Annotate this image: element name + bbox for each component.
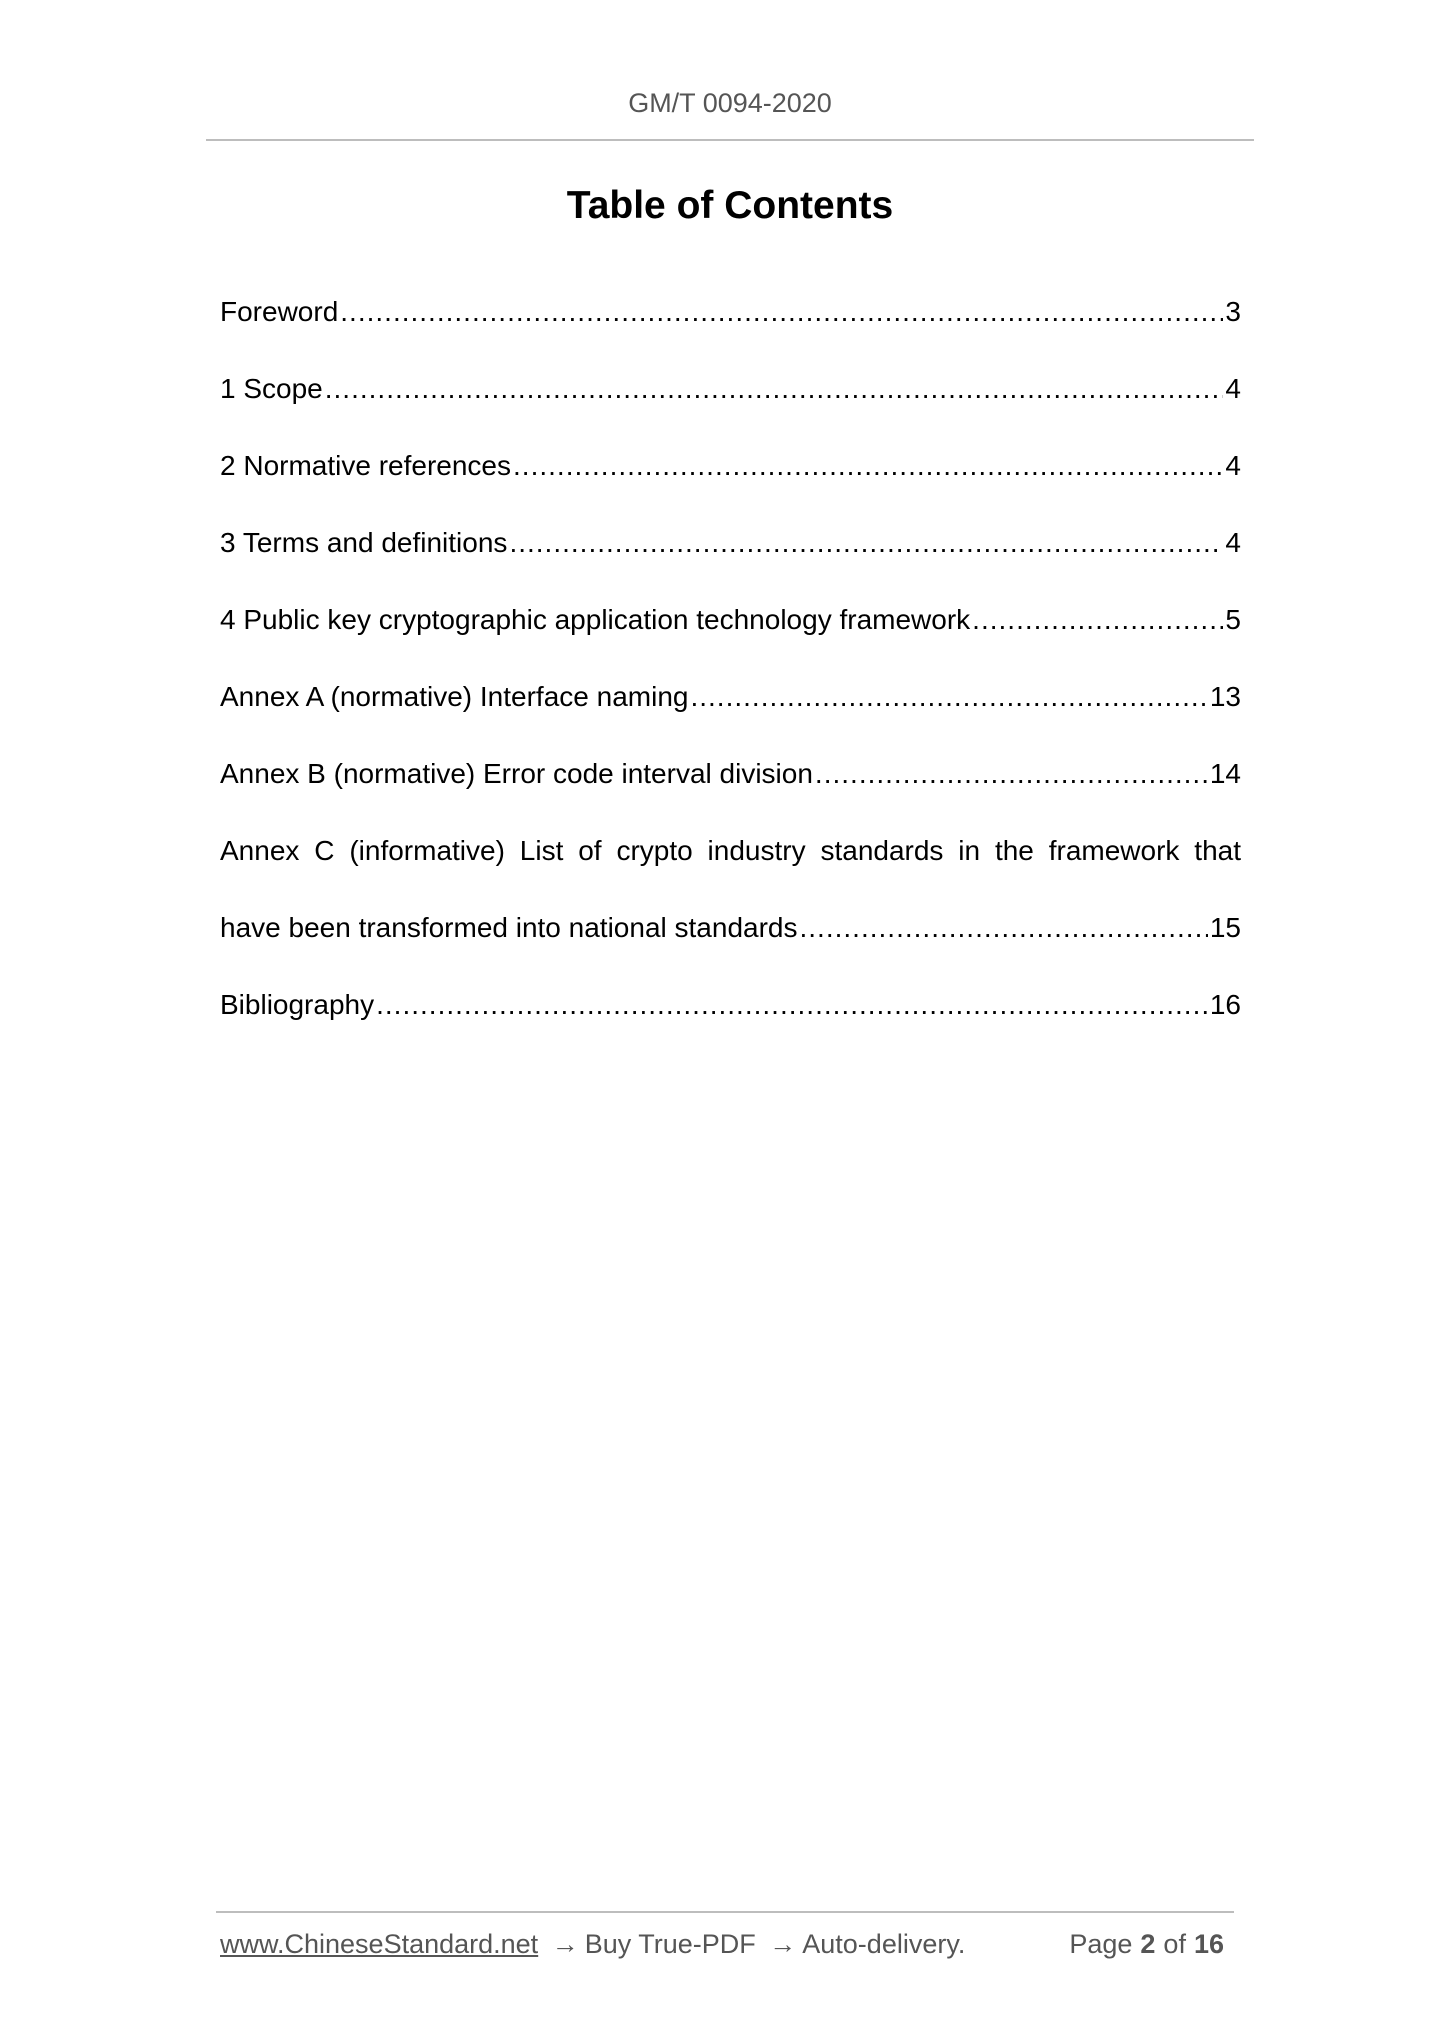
toc-entry-label: Foreword: [220, 296, 339, 327]
delivery-text: Auto-delivery.: [802, 1929, 966, 1959]
dot-leader: [513, 450, 1223, 482]
toc-entry-annex-b[interactable]: [220, 758, 1241, 835]
header-divider: [206, 139, 1254, 141]
page-indicator: [1069, 1929, 1232, 1960]
toc-entry-page: 5: [1225, 604, 1241, 635]
toc-entry-page: 3: [1225, 296, 1241, 327]
toc-entry-scope[interactable]: [220, 373, 1241, 450]
toc-entry-normative-references[interactable]: [220, 450, 1241, 527]
toc-entry-page: 14: [1209, 758, 1241, 789]
toc-entry-label: Bibliography: [220, 989, 375, 1020]
dot-leader: [340, 296, 1223, 328]
dot-leader: [509, 527, 1223, 559]
arrow-right-icon: →: [551, 1929, 579, 1959]
dot-leader: [376, 989, 1208, 1021]
toc-entry-page: 4: [1225, 527, 1241, 558]
site-link[interactable]: www.ChineseStandard.net: [220, 1929, 539, 1959]
toc-entry-label: have been transformed into national standards: [220, 912, 798, 943]
current-page: 2: [1140, 1929, 1156, 1959]
dot-leader: [325, 373, 1224, 405]
toc-entry-label: Annex C (informative) List of crypto industry standards in the framework that: [220, 835, 1241, 866]
page-footer: [220, 1929, 1232, 1960]
toc-entry-label: Annex B (normative) Error code interval division: [220, 758, 813, 789]
toc-entry-label: Annex A (normative) Interface naming: [220, 681, 689, 712]
dot-leader: [815, 758, 1208, 790]
page-word: Page: [1069, 1929, 1133, 1959]
total-pages: 16: [1193, 1929, 1224, 1959]
buy-text: Buy True-PDF: [584, 1929, 756, 1959]
of-word: of: [1163, 1929, 1186, 1959]
toc-entry-annex-a[interactable]: [220, 681, 1241, 758]
toc-entry-label: 2 Normative references: [220, 450, 512, 481]
toc-entry-page: 4: [1225, 450, 1241, 481]
toc-entry-page: 16: [1209, 989, 1241, 1020]
toc-title: Table of Contents: [566, 184, 894, 227]
toc-entry-annex-c[interactable]: [220, 912, 1241, 989]
table-of-contents: [220, 296, 1241, 1066]
dot-leader: [972, 604, 1223, 636]
toc-entry-bibliography[interactable]: [220, 989, 1241, 1066]
document-code-header: GM/T 0094-2020: [628, 88, 832, 118]
toc-entry-label: 4 Public key cryptographic application technology framework: [220, 604, 971, 635]
toc-entry-framework[interactable]: [220, 604, 1241, 681]
toc-entry-annex-c-line1[interactable]: [220, 835, 1241, 912]
footer-divider: [216, 1911, 1234, 1913]
dot-leader: [800, 912, 1208, 944]
toc-entry-page: 15: [1209, 912, 1241, 943]
footer-promo: [220, 1929, 965, 1960]
dot-leader: [690, 681, 1207, 713]
toc-entry-page: 13: [1209, 681, 1241, 712]
toc-entry-label: 3 Terms and definitions: [220, 527, 508, 558]
toc-entry-terms-definitions[interactable]: [220, 527, 1241, 604]
toc-entry-label: 1 Scope: [220, 373, 323, 404]
toc-entry-page: 4: [1225, 373, 1241, 404]
arrow-right-icon: →: [769, 1929, 797, 1959]
toc-entry-foreword[interactable]: [220, 296, 1241, 373]
